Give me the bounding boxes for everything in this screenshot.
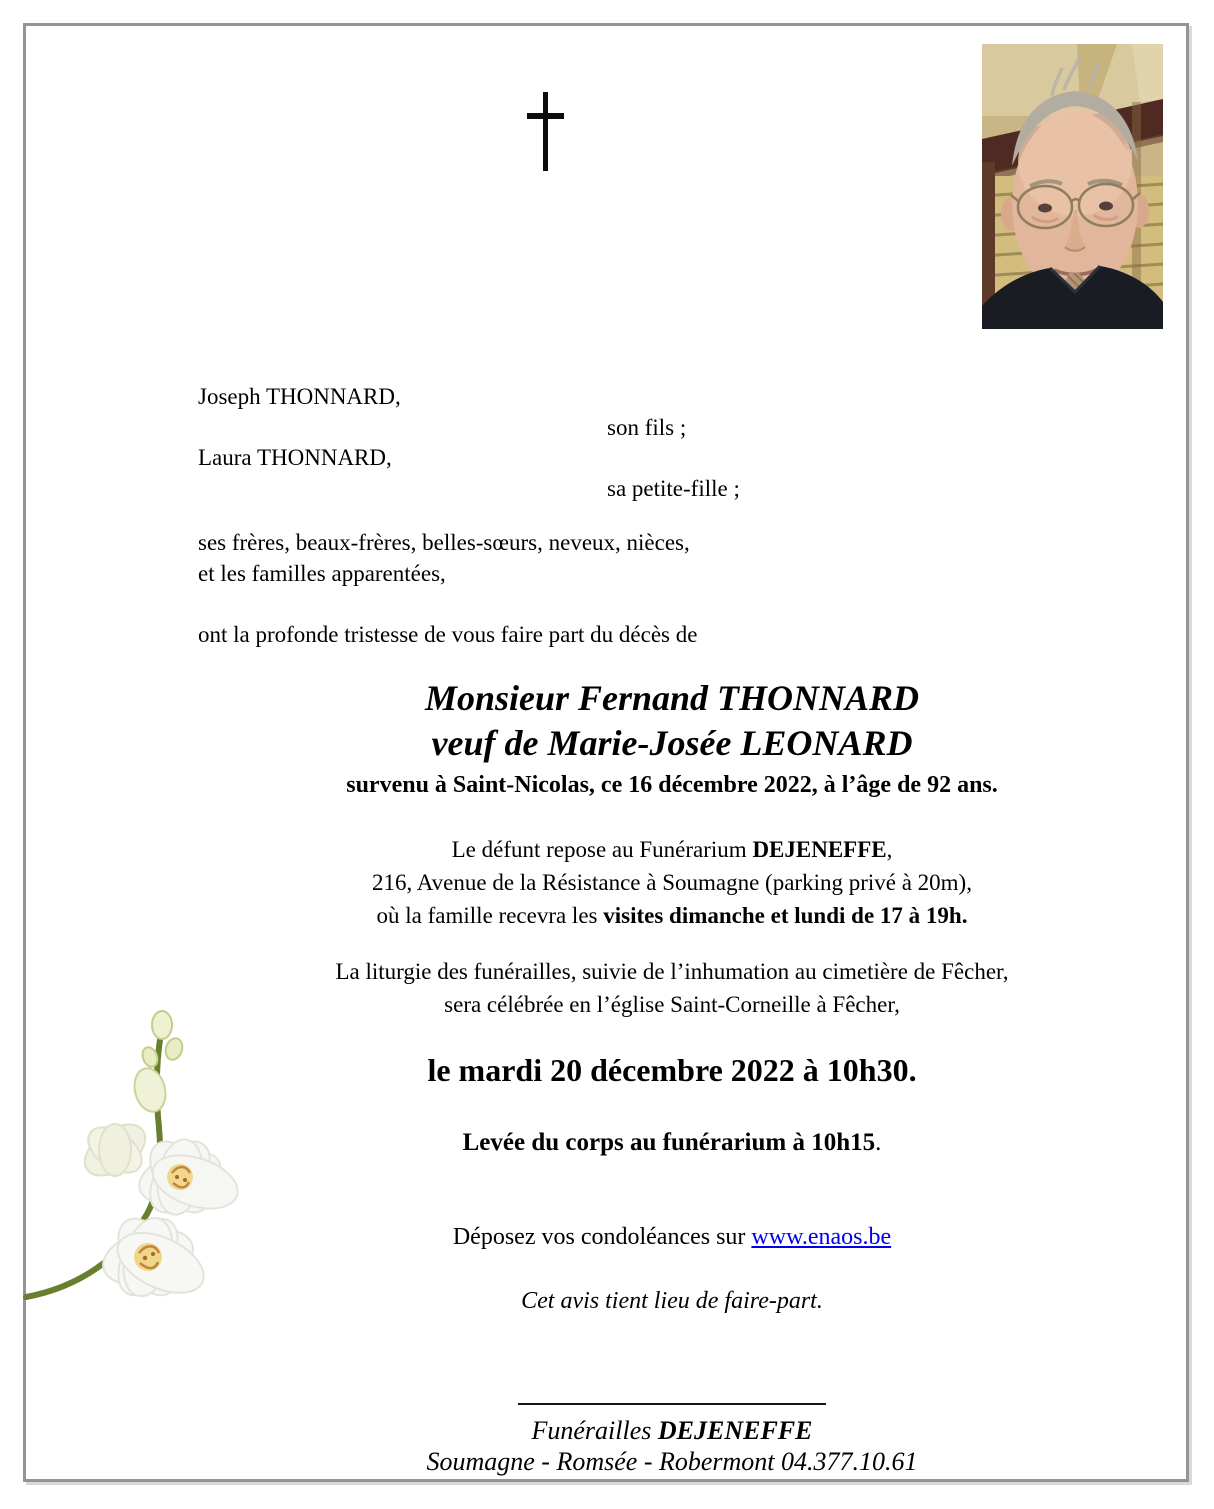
liturgy-line-2: sera célébrée en l’église Saint-Corneille à Fêcher, <box>444 992 900 1017</box>
portrait-photo <box>982 44 1163 329</box>
death-details-line: survenu à Saint-Nicolas, ce 16 décembre 2022, à l’âge de 92 ans. <box>346 772 998 798</box>
faire-part-notice: Cet avis tient lieu de faire-part. <box>521 1288 823 1314</box>
funeral-home-name <box>155 1415 1189 1448</box>
levee-period: . <box>875 1129 882 1156</box>
condolences-line <box>155 1222 1189 1252</box>
orchid-flower-image <box>10 1005 310 1350</box>
repose-prefix: Le défunt repose au Funérarium <box>451 837 753 862</box>
relatives-line-2: et les familles apparentées, <box>198 561 446 586</box>
condolences-prefix: Déposez vos condoléances sur <box>452 1224 752 1250</box>
funerarium-address-line: 216, Avenue de la Résistance à Soumagne (parking privé à 20m), <box>372 870 972 895</box>
relation-granddaughter: sa petite-fille ; <box>607 476 740 501</box>
visits-prefix: où la famille recevra les <box>376 903 604 928</box>
relatives-line-1: ses frères, beaux-frères, belles-sœurs, neveux, nièces, <box>198 530 690 555</box>
levee-line <box>155 1127 1189 1158</box>
funeral-home-prefix: Funérailles <box>531 1416 658 1445</box>
funeral-home-address: Soumagne - Romsée - Robermont 04.377.10.61 <box>426 1447 918 1476</box>
relative-name-granddaughter: Laura THONNARD, <box>198 445 392 470</box>
announcement-line: ont la profonde tristesse de vous faire part du décès de <box>198 622 698 647</box>
repose-line <box>155 836 1189 865</box>
relative-name-son: Joseph THONNARD, <box>198 384 401 409</box>
funeral-home-bold-name: DEJENEFFE <box>657 1416 813 1445</box>
ceremony-date-line: le mardi 20 décembre 2022 à 10h30. <box>427 1052 917 1088</box>
deceased-widower-line: veuf de Marie-Josée LEONARD <box>431 723 913 763</box>
relation-son: son fils ; <box>607 415 687 440</box>
cross-horizontal-bar <box>527 113 564 119</box>
footer-separator-line <box>518 1403 826 1405</box>
liturgy-line-1: La liturgie des funérailles, suivie de l’inhumation au cimetière de Fêcher, <box>335 959 1009 984</box>
visits-line <box>155 902 1189 931</box>
funerarium-name: DEJENEFFE <box>752 837 887 862</box>
levee-text: Levée du corps au funérarium à 10h15 <box>462 1129 876 1156</box>
condolences-link[interactable]: www.enaos.be <box>751 1224 892 1250</box>
cross-vertical-bar <box>543 92 548 171</box>
deceased-name: Monsieur Fernand THONNARD <box>424 678 920 718</box>
repose-comma: , <box>886 837 893 862</box>
visits-schedule: visites dimanche et lundi de 17 à 19h. <box>603 903 968 928</box>
